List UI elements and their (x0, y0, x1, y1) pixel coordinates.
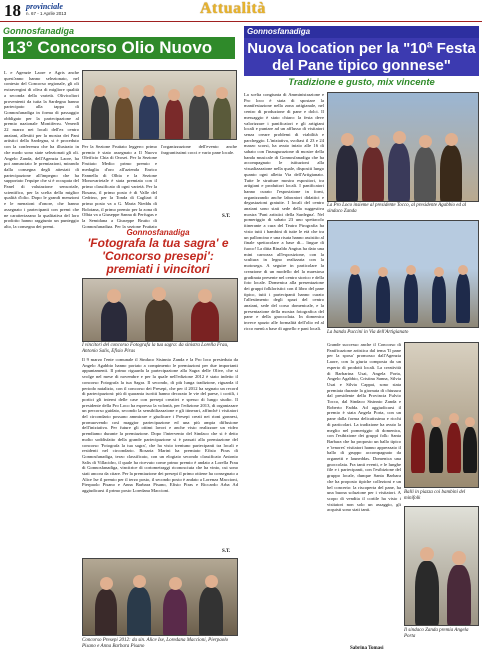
banda-puccini-caption: La banda Puccini in Via dell'Artigianato (327, 330, 409, 335)
left-article-col2-text: Per la Sezione Fruttato leggero: primo premio è stato assegnato a Il Nuovo Oleificio Chia di Orosei. Per la Sezione Fruttato Medio: primo premio e medaglia d'oro all'azienda Enrico Fannella di Olbia e la Sezione Monovarietale è stata premiata con il primo classificato di ogni varietà. Per la Bosana, il primo posto è di Valle del Cedrino, per la Tonda di Cagliari il primo posto va a G. Maria Nieddu di Bolotana, il primo premio per la zona di Olbia va a Giuseppe Sanna di Perfugas e la Semidana a Giuseppe Brutto di Gonnosfanadiga. Per la sezione Fruttato (82, 144, 157, 228)
proloco-group-caption: La Pro Loco insieme al presidente Tocco, al presidente Agabbio ed al sindaco Zanda (327, 203, 467, 214)
olive-oil-photo (82, 70, 237, 140)
sagra-winners-caption: I vincitori del concorso Fotografa la tua sagra: da sinistra Lorella Frau, Antonio Salis, Efisio Piras (82, 343, 229, 354)
masthead (0, 0, 482, 22)
sagra-winners-photo (82, 278, 238, 342)
presepi-winners-caption: Concorso Presepi 2012: da sin. Alice Ise, Loredana Maccioni, Pierpaolo Pisano e Anna Barbara Pisano (82, 638, 229, 649)
left-article-title: 13° Concorso Olio Nuovo (3, 37, 235, 59)
presepi-winners-photo (82, 558, 238, 636)
section-title: Attualità (200, 0, 266, 17)
left-article-col1 (4, 70, 79, 654)
left-article-col3-text: l'organizzazione dell'evento anche fragrantissimi cocci e vario pane locale. (161, 144, 237, 155)
left-article-col1-text: L e Agenzie Laore e Agris anche quest'anno hanno selezionato, nel contesto del Concorso regionale, gli oli extravergini di oliva di migliore qualità a seconda della varietà. Olivicoltori provenienti da tutta la Sardegna hanno partecipato alla tappa di Gonnosfanadiga in forma di passaggio obbligato per la partecipazione al premio nazionale Montiferru. Venerdì 22 marzo nei locali dell'ex centro anziani, allestiti per la mostra dei Pani artistici della Sardegna, si è proceduto con la conferenza che ha illustrato in che modo sono state selezionati gli oli. Angelo Zanda, dell'Agenzia Laore, ha poi annunciato le premiazioni, mirando dalla consegna degli attestati di partecipazione all'impegno che ha supportato l'equipe che si è occupata del Panel di valutazione sensoriale, scientifico, per la scelta della miglior qualità d'olio. Dopo le grandi menzioni e le menzioni d'onore, che hanno assegnato i partecipanti con premi che ne caratterizzano la qualitativa del loro prodotto hanno raggiunto un punteggio alto, la consegna dei premi. (4, 70, 79, 229)
banda-puccini-photo (327, 220, 479, 328)
left-article-header (3, 26, 235, 68)
proloco-group-photo (327, 92, 479, 202)
inset-article-header (78, 228, 238, 274)
inset-article-kicker: Gonnosfanadiga (126, 228, 190, 237)
inset-article-body (82, 357, 238, 549)
left-article-kicker: Gonnosfanadiga (3, 26, 75, 36)
right-article-kicker: Gonnosfanadiga (244, 26, 479, 38)
right-article-col1 (244, 92, 324, 512)
minifolk-photo (404, 342, 479, 488)
right-article-signature: Sabrina Tomasi (350, 646, 384, 651)
inset-article-signature: S.T. (222, 549, 231, 554)
inset-article-headline: 'Fotografa la tua sagra' e 'Concorso presepi': premiati i vincitori (87, 236, 229, 276)
left-article-col2 (82, 144, 157, 228)
right-article-title: Nuova location per la "10ª Festa del Pane tipico gonnese" (244, 38, 479, 76)
minifolk-caption: Balli in piazza coi bambini del minifolk (404, 490, 466, 501)
right-article-col2-text: Grande successo anche il Concorso di Panificazione artistica dal tema 'Il pane per la sposa' promosso dall'Agenzia Laore, con la giuria composta da un esperto di prodotti locali. La creatività di Barbarina Usai, Angela Porta, Angelo Agabbio, Cristina Sanna, Silvia Usai e Silvia Cappai, sono stata premiata durante la giornata di chiusura dal presidente della Provincia Fulvio Tocco, dal Sindaco Sisinnio Zanda e Roberto Fadda. Ad aggiudicarsi il premio è stata Angela Porta, con un pane dalla forma delicatissima e ricchi di particolari. La tradizione ha avuto la meglio nel pomeriggio di domenica, con l'esibizione dei gruppi folk: Santa Barbara che ha proposto un ballo tipico e 'tenores' visitatori hanno apprezzato il ballo di gruppo accompagnato da organetti e launeddas. Domenica una gnoccolata. Fra tanti eventi, e le lunghe file e i partecipanti, con l'esibizione del gruppo locale, dunque Santa Barbara che ha proposto tipiche collezioni e un bel concerto: la riscoperta del pane, ha una buona soluzione per i visitatori. A scopo di vendita il cortile ha visto i visitatori non solo un assaggio, gli acquisti sono stati tanti. (327, 342, 401, 513)
right-article-col2 (327, 342, 401, 632)
page-number: 18 (4, 1, 21, 20)
left-article-col3 (161, 144, 237, 214)
zanda-porta-caption: Il sindaco Zanda premia Angela Porta (404, 628, 469, 639)
brand-logo: provinciale (26, 2, 63, 11)
zanda-porta-photo (404, 506, 479, 626)
right-article-col1-text: La scelta congiunta di Amministrazione e Pro loco è stata di spostare la manifestazione nella zona artigianale, nel centro di produzione di pane e dolci. Il messaggio è stato chiaro: la festa deve valorizzare i panificatori e gli artigiani locali e puntare ad un afflusso di visitatori senza creare problemi di viabilità e parcheggio. L'iniziativa, svoltasi il 23 e 24 marzo scorsi, ha avuto inizio alle 16 di sabato con l'inaugurazione di mostre della banda musicale di Gonnosfanadiga che ha accompagnato le istituzioni alla visualizzazione nella quale, dispositi lungo quanto ogni alletta Via dell'Artigianato. Tutte le strutture mostra espositori, tra artigiani e produttori locali. I panificatori hanno curato l'esposizione in forni, organizzando anche laboratori didattici e degustazioni gratuite. I locali del centro anziani sono stati sede della suggestiva mostra 'Pani artistici della Sardegna'. Nel pomeriggio di sabato 23 uno spettacolo itinerante a cura del Teatro Pirografia ha visto tutti i bambini di tutte le età che tra un palloncino e una risata hanno assistito al finale spettacolare a base di... lingue di fuoco! La ditta Rinaldo Angius ha dato una mini carrozza all'esposizione, con la scultura in legno realizzata con la motosega. A seguire in particolare la creazione di un modello del la maestosa gradinata presente nel centro storico e della foto locale. Domenica alla presentazione dei gruppi folkloristici con il libro del pane tipico, tutti i partecipanti hanno curato l'allestimento degli spazi del centro anziani, sede del corso domenicale, e la presentazione della mostra fotografica del pane e della gnoccolata. In domenica invece spazio alle formalità dell'olio ed al ricco menù a base di agnello e pani locali. (244, 92, 324, 331)
issue-label: n. 67 - 1 Aprile 2013 (26, 11, 67, 16)
left-article-signature: S.T. (222, 214, 231, 219)
right-article-subtitle: Tradizione e gusto, mix vincente (288, 77, 435, 88)
inset-article-body-text: Il 9 marzo l'ente comunale il Sindaco Sisinnio Zanda e la Pro loco presieduta da Angelo Agabbio hanno portato a compimento le premiazioni per due importanti appuntamenti. Il primo riguarda la partecipazione alla Sagra delle Olive, che si svolge nel mese di novembre e per la quale nell'edizione 2012 è stato indetto il concorso Fotografa la tua Sagra. Il secondo, di più lunga tradizione, riguarda il periodo natalizio, con il concorso dei Presepi, che per il 2012 ha segnato un record di partecipazioni: più di quaranta iscritti hanno decorato le vie del paese, i cortili, i portici gli interni delle case con presepi creativi e spesso di lungo studio. Il presidente della Pro Loco ha espresso la volontà, per l'edizione 2013, di organizzare un percorso guidato, secondo la sensibilizzazione e gli itinerari, affinché i visitatori del circondario possano ammirare e giudicare i Presepi creati nei rioni gonnesi, promuovendo così maggior partecipazione ed una più ampia diffusione dell'iniziativa. Per future gli ottimi lavori e anche visto realizzare un video prendiamo durante la premiazione. Dopo l'intervento del Sindaco che si è detto molto soddisfatto della grande partecipazione si è passati alla premiazione del concorso 'Fotografa la tua sagra', che ha visto trentuno partecipanti tra locali e residenti nel circondario. Rosaria Marini ha premiato Efisio Piras di Gonnosfanadiga, terzo classificato, con un elogiato secondo classificato Antonio Salis di Villacidro, il quale ha ricevuto come primo premio è andato a Lorella Frau di Gonnosfanadiga, vincitrice di cortometraggi riconosciuta che ha vinto, cui sono stati ancora da citare. Per la premiazione dei presepi il primo ottiene ha consegnato a Alice Ise il premio per il terzo posto, il secondo posto è andato a Lorenza Maccioni, Pierpaolo Pisano e Anna Barbara Pisano, Efisio Piras e Riccardo Arba Ad aggiudicarsi il primo posto Loredana Maccioni. (82, 357, 238, 494)
